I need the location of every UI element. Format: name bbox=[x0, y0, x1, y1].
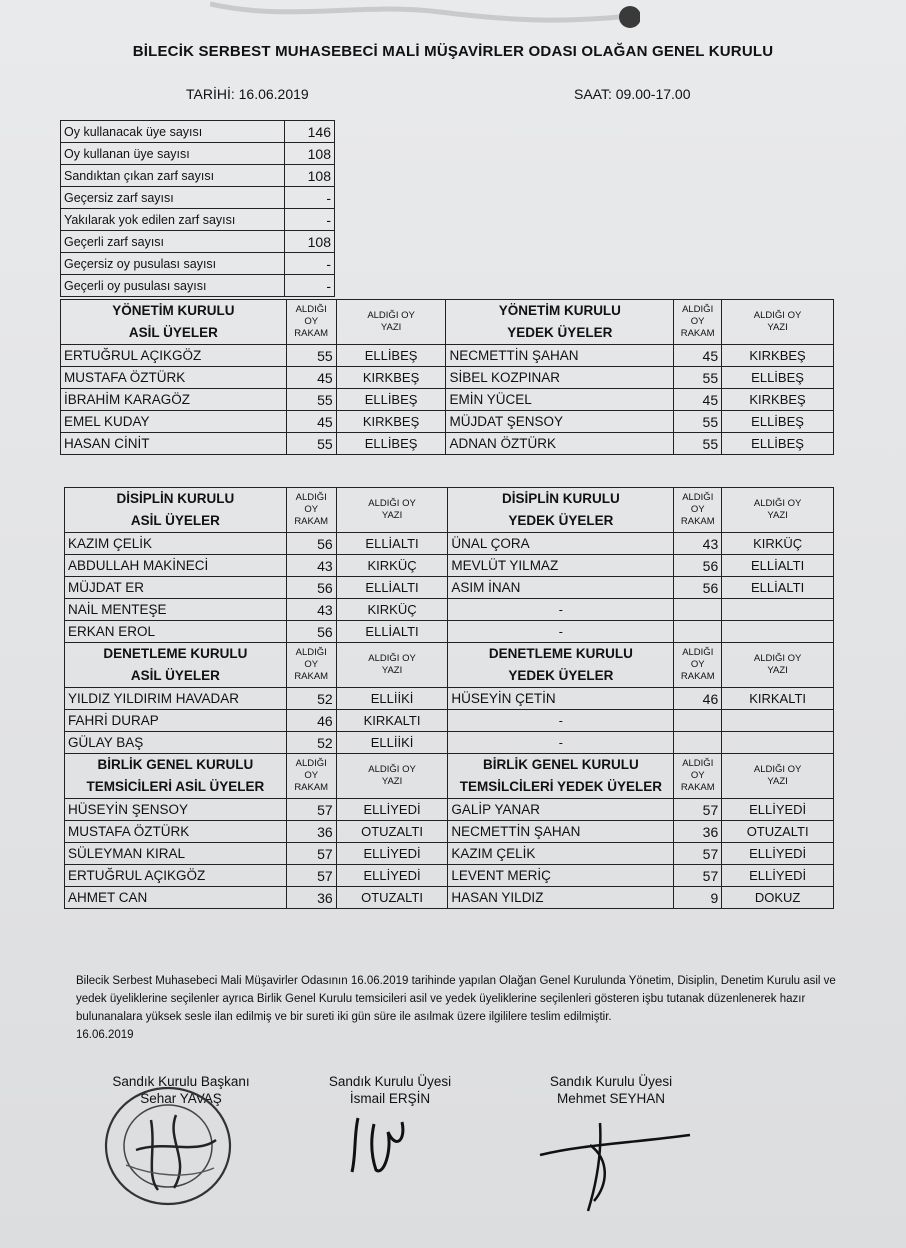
col-oy-yazi bbox=[336, 643, 448, 688]
handwritten-signature bbox=[336, 1110, 426, 1180]
stat-label: Sandıktan çıkan zarf sayısı bbox=[61, 165, 285, 187]
col-header-line: YAZI bbox=[767, 510, 788, 521]
asil-votes: 57 bbox=[286, 843, 336, 865]
asil-votes: 55 bbox=[286, 345, 336, 367]
col-oy-rakam bbox=[674, 754, 722, 799]
member-row bbox=[61, 389, 834, 411]
stat-value: - bbox=[285, 275, 335, 297]
member-row bbox=[65, 688, 834, 710]
asil-name: HASAN CİNİT bbox=[61, 433, 287, 455]
asil-votes-text: ELLİYEDİ bbox=[336, 799, 448, 821]
asil-votes-text: ELLİBEŞ bbox=[336, 433, 446, 455]
asil-name: ERTUĞRUL AÇIKGÖZ bbox=[65, 865, 287, 887]
yedek-header bbox=[448, 488, 674, 533]
stat-label: Geçerli oy pusulası sayısı bbox=[61, 275, 285, 297]
asil-name: EMEL KUDAY bbox=[61, 411, 287, 433]
ballot-stats-table bbox=[60, 120, 335, 297]
asil-votes: 52 bbox=[286, 732, 336, 754]
col-header-line: OY bbox=[690, 316, 705, 327]
yedek-votes: 55 bbox=[674, 411, 722, 433]
member-row bbox=[65, 577, 834, 599]
kurullar-table bbox=[64, 487, 834, 909]
col-oy-rakam bbox=[674, 300, 722, 345]
header-line: YÖNETİM KURULU bbox=[498, 303, 621, 318]
stat-value: 146 bbox=[285, 121, 335, 143]
asil-votes-text: KIRKBEŞ bbox=[336, 367, 446, 389]
col-header-line: ALDIĞI bbox=[295, 304, 327, 315]
yedek-votes bbox=[674, 710, 722, 732]
yedek-votes bbox=[674, 621, 722, 643]
col-header-line: ALDIĞI bbox=[295, 758, 327, 769]
asil-votes: 43 bbox=[286, 555, 336, 577]
yedek-name: - bbox=[448, 732, 674, 754]
footer-text: Bilecik Serbest Muhasebeci Mali Müşavirler Odasının 16.06.2019 tarihinde yapılan Olağan Genel Kurulunda Yönetim, Disiplin, Denetim Kurulu asil ve yedek üyeliklerine seçilenler ayrıca Birlik Genel Kurulu temsicileri asil ve yedek üyeliklerine seçilenleri gösteren işbu tutanak düzenlenerek hazır bulunanalara yüksek sesle ilan edilmiş ve bir sureti iki gün süre ile asılmak üzere ilgililere teslim edilmiştir. bbox=[76, 975, 836, 1023]
stat-value: 108 bbox=[285, 231, 335, 253]
asil-name: MUSTAFA ÖZTÜRK bbox=[61, 367, 287, 389]
yedek-votes-text: ELLİYEDİ bbox=[722, 865, 834, 887]
col-header-line: ALDIĞI OY bbox=[753, 310, 802, 321]
asil-votes: 57 bbox=[286, 799, 336, 821]
yedek-name: HASAN YILDIZ bbox=[448, 887, 674, 909]
member-row bbox=[65, 533, 834, 555]
handwritten-signature bbox=[530, 1115, 700, 1215]
asil-votes-text: ELLİYEDİ bbox=[336, 843, 448, 865]
yedek-votes bbox=[674, 732, 722, 754]
member-row bbox=[65, 555, 834, 577]
footer-statement bbox=[76, 972, 836, 1044]
col-oy-rakam bbox=[674, 643, 722, 688]
yedek-votes: 57 bbox=[674, 865, 722, 887]
member-row bbox=[65, 887, 834, 909]
asil-votes-text: ELLİALTI bbox=[336, 621, 448, 643]
yedek-name: KAZIM ÇELİK bbox=[448, 843, 674, 865]
col-header-line: OY bbox=[304, 504, 319, 515]
asil-votes: 43 bbox=[286, 599, 336, 621]
section-header-row bbox=[65, 488, 834, 533]
yedek-votes-text: OTUZALTI bbox=[722, 821, 834, 843]
member-row bbox=[61, 367, 834, 389]
asil-header bbox=[61, 300, 287, 345]
member-row bbox=[65, 821, 834, 843]
member-row bbox=[61, 411, 834, 433]
stat-label: Oy kullanacak üye sayısı bbox=[61, 121, 285, 143]
yonetim-table bbox=[60, 299, 834, 455]
col-header-line: OY bbox=[690, 504, 705, 515]
signature-block-member-2 bbox=[526, 1074, 696, 1106]
col-header-line: ALDIĞI bbox=[682, 492, 714, 503]
signature-role: Sandık Kurulu Başkanı bbox=[112, 1074, 250, 1089]
header-line: YEDEK ÜYELER bbox=[508, 513, 614, 528]
asil-votes-text: KIRKALTI bbox=[336, 710, 448, 732]
header-line: TEMSİCİLERİ ASİL ÜYELER bbox=[86, 779, 265, 794]
member-row bbox=[65, 843, 834, 865]
document-title: BİLECİK SERBEST MUHASEBECİ MALİ MÜŞAVİRLER ODASI OLAĞAN GENEL KURULU bbox=[132, 43, 774, 60]
header-line: ASİL ÜYELER bbox=[130, 513, 220, 528]
asil-votes: 45 bbox=[286, 411, 336, 433]
col-header-line: ALDIĞI OY bbox=[368, 653, 416, 664]
official-seal-stamp bbox=[96, 1080, 246, 1210]
yedek-votes: 46 bbox=[674, 688, 722, 710]
signature-role: Sandık Kurulu Üyesi bbox=[549, 1074, 673, 1089]
yedek-votes-text: ELLİBEŞ bbox=[722, 433, 834, 455]
asil-votes-text: ELLİİKİ bbox=[336, 688, 448, 710]
col-oy-yazi bbox=[722, 488, 834, 533]
col-header-line: RAKAM bbox=[680, 782, 715, 793]
asil-votes: 56 bbox=[286, 533, 336, 555]
asil-name: SÜLEYMAN KIRAL bbox=[65, 843, 287, 865]
header-line: YEDEK ÜYELER bbox=[508, 668, 614, 683]
asil-name: FAHRİ DURAP bbox=[65, 710, 287, 732]
header-line: DENETLEME KURULU bbox=[103, 646, 248, 661]
stats-row bbox=[61, 187, 335, 209]
stat-label: Geçersiz oy pusulası sayısı bbox=[61, 253, 285, 275]
asil-name: KAZIM ÇELİK bbox=[65, 533, 287, 555]
yedek-votes-text: KIRKÜÇ bbox=[722, 533, 834, 555]
member-row bbox=[65, 599, 834, 621]
stat-value: - bbox=[285, 209, 335, 231]
yedek-name: HÜSEYİN ÇETİN bbox=[448, 688, 674, 710]
asil-name: HÜSEYİN ŞENSOY bbox=[65, 799, 287, 821]
col-header-line: ALDIĞI bbox=[295, 647, 327, 658]
col-header-line: ALDIĞI OY bbox=[367, 310, 415, 321]
yedek-votes: 56 bbox=[674, 577, 722, 599]
col-header-line: RAKAM bbox=[680, 671, 715, 682]
yedek-votes-text: KIRKBEŞ bbox=[722, 345, 834, 367]
stat-value: 108 bbox=[285, 143, 335, 165]
yedek-name: GALİP YANAR bbox=[448, 799, 674, 821]
yedek-header bbox=[446, 300, 674, 345]
stat-label: Oy kullanan üye sayısı bbox=[61, 143, 285, 165]
signature-block-member-1 bbox=[310, 1074, 470, 1106]
col-header-line: YAZI bbox=[767, 322, 788, 333]
yedek-votes: 55 bbox=[674, 367, 722, 389]
meeting-date: TARİHİ: 16.06.2019 bbox=[186, 86, 309, 102]
yedek-name: - bbox=[448, 599, 674, 621]
col-header-line: YAZI bbox=[381, 665, 403, 676]
stats-row bbox=[61, 253, 335, 275]
asil-header bbox=[65, 643, 287, 688]
col-header-line: OY bbox=[304, 316, 319, 327]
member-row bbox=[65, 621, 834, 643]
header-line: BİRLİK GENEL KURULU bbox=[482, 757, 639, 772]
asil-name: ABDULLAH MAKİNECİ bbox=[65, 555, 287, 577]
col-oy-yazi bbox=[336, 754, 448, 799]
asil-votes-text: OTUZALTI bbox=[336, 887, 448, 909]
col-header-line: RAKAM bbox=[294, 328, 329, 339]
col-header-line: OY bbox=[690, 659, 705, 670]
col-header-line: RAKAM bbox=[680, 516, 715, 527]
yedek-name: ÜNAL ÇORA bbox=[448, 533, 674, 555]
col-oy-yazi bbox=[722, 300, 834, 345]
asil-votes-text: ELLİBEŞ bbox=[336, 389, 446, 411]
stats-row bbox=[61, 143, 335, 165]
asil-name: ERKAN EROL bbox=[65, 621, 287, 643]
yedek-name: MEVLÜT YILMAZ bbox=[448, 555, 674, 577]
yedek-votes-text: ELLİYEDİ bbox=[722, 799, 834, 821]
section-header-row bbox=[65, 643, 834, 688]
col-oy-rakam bbox=[286, 300, 336, 345]
yedek-votes-text bbox=[722, 710, 834, 732]
col-header-line: YAZI bbox=[767, 776, 788, 787]
yedek-votes: 45 bbox=[674, 345, 722, 367]
yedek-votes-text: KIRKALTI bbox=[722, 688, 834, 710]
col-header-line: YAZI bbox=[381, 510, 403, 521]
col-header-line: YAZI bbox=[381, 776, 403, 787]
asil-votes-text: OTUZALTI bbox=[336, 821, 448, 843]
col-oy-rakam bbox=[286, 643, 336, 688]
stats-row bbox=[61, 209, 335, 231]
col-oy-rakam bbox=[674, 488, 722, 533]
member-row bbox=[61, 345, 834, 367]
stats-row bbox=[61, 121, 335, 143]
asil-votes: 52 bbox=[286, 688, 336, 710]
col-header-line: RAKAM bbox=[680, 328, 715, 339]
yedek-name: NECMETTİN ŞAHAN bbox=[448, 821, 674, 843]
header-line: ASİL ÜYELER bbox=[130, 668, 220, 683]
asil-votes: 56 bbox=[286, 577, 336, 599]
member-row bbox=[65, 799, 834, 821]
asil-votes: 56 bbox=[286, 621, 336, 643]
yedek-votes-text: DOKUZ bbox=[722, 887, 834, 909]
yedek-votes: 56 bbox=[674, 555, 722, 577]
member-row bbox=[65, 865, 834, 887]
stats-row bbox=[61, 165, 335, 187]
col-header-line: ALDIĞI OY bbox=[753, 764, 802, 775]
yedek-name: SİBEL KOZPINAR bbox=[446, 367, 674, 389]
stat-label: Yakılarak yok edilen zarf sayısı bbox=[61, 209, 285, 231]
col-header-line: RAKAM bbox=[294, 516, 329, 527]
col-oy-yazi bbox=[722, 754, 834, 799]
col-header-line: ALDIĞI bbox=[682, 647, 714, 658]
col-header-line: RAKAM bbox=[294, 671, 329, 682]
yedek-votes: 9 bbox=[674, 887, 722, 909]
yedek-votes-text: ELLİALTI bbox=[722, 577, 834, 599]
col-oy-rakam bbox=[286, 754, 336, 799]
header-line: DİSİPLİN KURULU bbox=[501, 491, 620, 506]
stat-value: - bbox=[285, 253, 335, 275]
asil-votes-text: ELLİYEDİ bbox=[336, 865, 448, 887]
asil-name: ERTUĞRUL AÇIKGÖZ bbox=[61, 345, 287, 367]
asil-header bbox=[65, 754, 287, 799]
col-header-line: ALDIĞI OY bbox=[368, 764, 416, 775]
header-line: DENETLEME KURULU bbox=[488, 646, 633, 661]
asil-votes-text: KIRKBEŞ bbox=[336, 411, 446, 433]
asil-votes: 36 bbox=[286, 887, 336, 909]
yedek-votes-text bbox=[722, 621, 834, 643]
yedek-votes-text: KIRKBEŞ bbox=[722, 389, 834, 411]
asil-votes-text: ELLİALTI bbox=[336, 533, 448, 555]
asil-name: NAİL MENTEŞE bbox=[65, 599, 287, 621]
yedek-votes-text: ELLİALTI bbox=[722, 555, 834, 577]
asil-votes-text: ELLİBEŞ bbox=[336, 345, 446, 367]
stat-label: Geçersiz zarf sayısı bbox=[61, 187, 285, 209]
stats-row bbox=[61, 275, 335, 297]
asil-votes: 45 bbox=[286, 367, 336, 389]
binding-string bbox=[210, 0, 640, 30]
asil-name: AHMET CAN bbox=[65, 887, 287, 909]
header-line: TEMSİLCİLERİ YEDEK ÜYELER bbox=[459, 779, 662, 794]
member-row bbox=[65, 732, 834, 754]
yedek-name: LEVENT MERİÇ bbox=[448, 865, 674, 887]
yedek-name: NECMETTİN ŞAHAN bbox=[446, 345, 674, 367]
stats-row bbox=[61, 231, 335, 253]
col-header-line: YAZI bbox=[380, 322, 402, 333]
col-header-line: RAKAM bbox=[294, 782, 329, 793]
yedek-votes: 57 bbox=[674, 799, 722, 821]
col-oy-yazi bbox=[722, 643, 834, 688]
col-header-line: ALDIĞI bbox=[682, 758, 714, 769]
asil-name: YILDIZ YILDIRIM HAVADAR bbox=[65, 688, 287, 710]
member-row bbox=[61, 433, 834, 455]
asil-name: İBRAHİM KARAGÖZ bbox=[61, 389, 287, 411]
yedek-name: - bbox=[448, 621, 674, 643]
yedek-votes: 36 bbox=[674, 821, 722, 843]
header-line: DİSİPLİN KURULU bbox=[116, 491, 235, 506]
col-header-line: OY bbox=[304, 770, 319, 781]
footer-date: 16.06.2019 bbox=[76, 1029, 134, 1041]
yedek-name: EMİN YÜCEL bbox=[446, 389, 674, 411]
yedek-name: MÜJDAT ŞENSOY bbox=[446, 411, 674, 433]
asil-name: MÜJDAT ER bbox=[65, 577, 287, 599]
yedek-votes-text: ELLİBEŞ bbox=[722, 411, 834, 433]
signature-role: Sandık Kurulu Üyesi bbox=[328, 1074, 452, 1089]
yedek-name: ADNAN ÖZTÜRK bbox=[446, 433, 674, 455]
yedek-votes bbox=[674, 599, 722, 621]
yedek-votes-text: ELLİYEDİ bbox=[722, 843, 834, 865]
signature-name: Mehmet SEYHAN bbox=[556, 1091, 666, 1106]
stat-value: 108 bbox=[285, 165, 335, 187]
yedek-votes: 57 bbox=[674, 843, 722, 865]
asil-votes-text: KIRKÜÇ bbox=[336, 555, 448, 577]
asil-votes-text: ELLİALTI bbox=[336, 577, 448, 599]
yedek-header bbox=[448, 643, 674, 688]
col-header-line: ALDIĞI bbox=[295, 492, 327, 503]
signature-name: Sehar YAVAŞ bbox=[140, 1091, 222, 1106]
yedek-votes: 45 bbox=[674, 389, 722, 411]
asil-votes: 55 bbox=[286, 433, 336, 455]
yedek-name: ASIM İNAN bbox=[448, 577, 674, 599]
header-line: BİRLİK GENEL KURULU bbox=[97, 757, 254, 772]
yedek-votes-text: ELLİBEŞ bbox=[722, 367, 834, 389]
col-header-line: YAZI bbox=[767, 665, 788, 676]
asil-votes-text: KIRKÜÇ bbox=[336, 599, 448, 621]
yedek-votes: 43 bbox=[674, 533, 722, 555]
meeting-time: SAAT: 09.00-17.00 bbox=[574, 86, 691, 102]
col-oy-yazi bbox=[336, 488, 448, 533]
yedek-votes: 55 bbox=[674, 433, 722, 455]
asil-votes: 55 bbox=[286, 389, 336, 411]
yedek-header bbox=[448, 754, 674, 799]
asil-header bbox=[65, 488, 287, 533]
stat-label: Geçerli zarf sayısı bbox=[61, 231, 285, 253]
yedek-name: - bbox=[448, 710, 674, 732]
yedek-votes-text bbox=[722, 732, 834, 754]
asil-votes: 57 bbox=[286, 865, 336, 887]
col-header-line: ALDIĞI OY bbox=[753, 653, 802, 664]
col-header-line: ALDIĞI OY bbox=[753, 498, 802, 509]
signature-name: İsmail ERŞİN bbox=[349, 1091, 431, 1106]
yedek-votes-text bbox=[722, 599, 834, 621]
col-oy-rakam bbox=[286, 488, 336, 533]
asil-votes: 36 bbox=[286, 821, 336, 843]
asil-votes-text: ELLİİKİ bbox=[336, 732, 448, 754]
col-oy-yazi bbox=[336, 300, 446, 345]
col-header-line: OY bbox=[304, 659, 319, 670]
member-row bbox=[65, 710, 834, 732]
asil-name: MUSTAFA ÖZTÜRK bbox=[65, 821, 287, 843]
header-line: ASİL ÜYELER bbox=[128, 325, 218, 340]
section-header-row bbox=[61, 300, 834, 345]
asil-votes: 46 bbox=[286, 710, 336, 732]
section-header-row bbox=[65, 754, 834, 799]
col-header-line: ALDIĞI bbox=[682, 304, 714, 315]
col-header-line: ALDIĞI OY bbox=[368, 498, 416, 509]
col-header-line: OY bbox=[690, 770, 705, 781]
header-line: YÖNETİM KURULU bbox=[112, 303, 235, 318]
header-line: YEDEK ÜYELER bbox=[507, 325, 613, 340]
stat-value: - bbox=[285, 187, 335, 209]
asil-name: GÜLAY BAŞ bbox=[65, 732, 287, 754]
